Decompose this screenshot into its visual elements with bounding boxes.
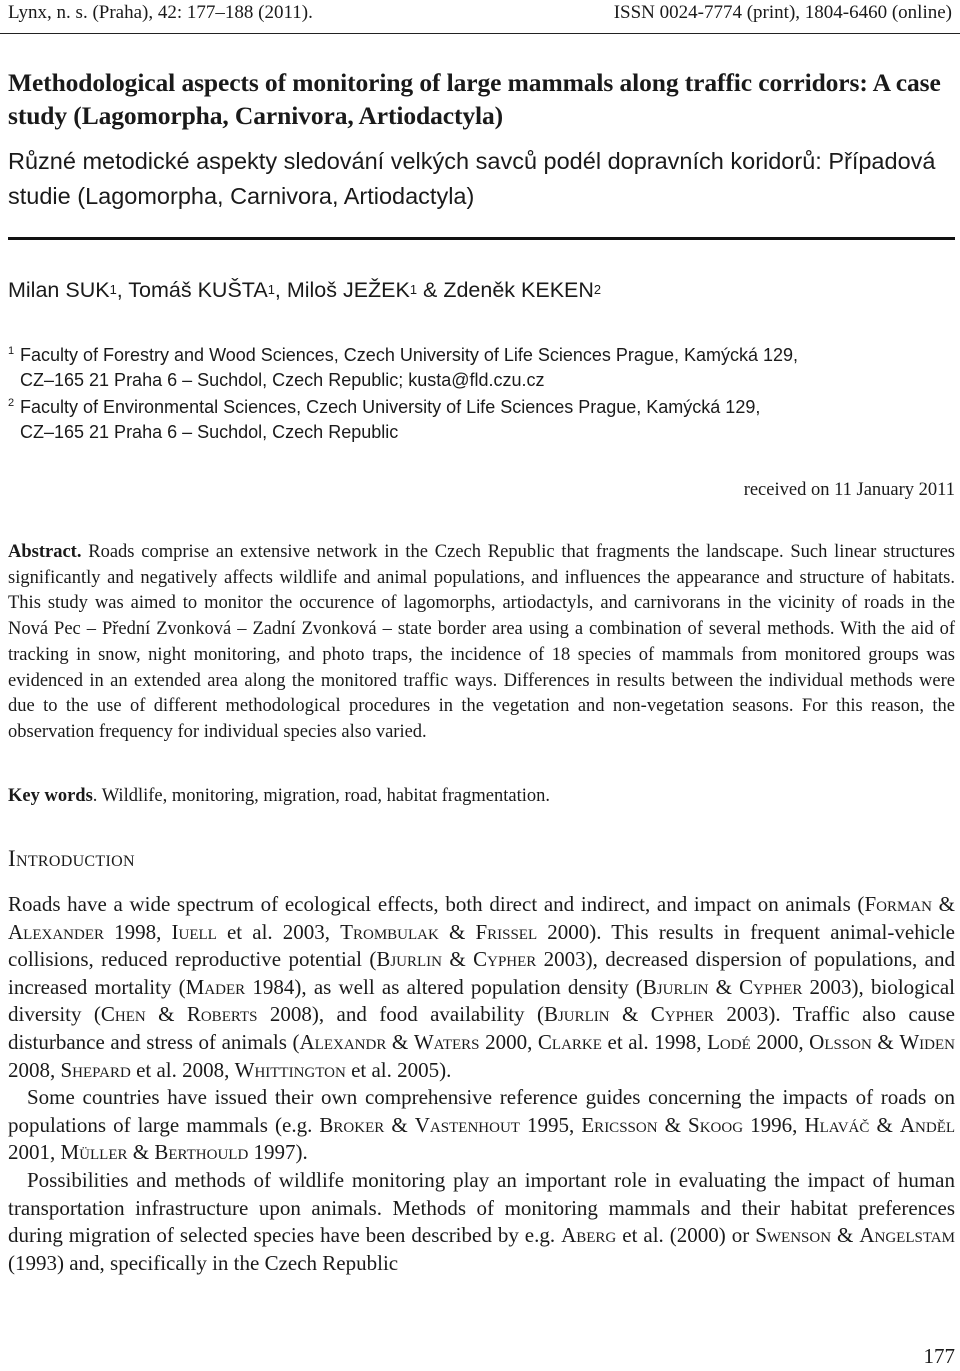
- received-date: received on 11 January 2011: [743, 480, 955, 500]
- paragraph-text: Roads have a wide spectrum of ecological effects, both direct and indirect, and impact on animals (: [8, 892, 865, 916]
- cited-author: Aberg: [561, 1223, 617, 1248]
- affiliation-line: Faculty of Forestry and Wood Sciences, Czech University of Life Sciences Prague, Kamýcká 129,: [20, 345, 799, 365]
- paragraph-text: &: [871, 1029, 900, 1054]
- author-affiliation-mark: 1: [409, 281, 418, 297]
- cited-author: Anděl: [899, 1112, 956, 1137]
- cited-author: Roberts: [186, 1002, 258, 1027]
- cited-author: Forman: [864, 892, 932, 916]
- cited-author: Bjurlin: [376, 947, 442, 972]
- header-rule: [0, 33, 960, 34]
- author-affiliation-mark: 1: [267, 281, 275, 297]
- paragraph-text: (1993) and, specifically in the Czech Republic: [8, 1250, 399, 1275]
- paragraph-text: &: [931, 892, 955, 916]
- title-rule: [8, 237, 955, 240]
- paragraph-text: 2003), biological diversity (: [8, 974, 955, 1027]
- paragraph-text: 2001,: [8, 1140, 61, 1165]
- cited-author: Ericsson: [581, 1112, 658, 1137]
- keywords-text: . Wildlife, monitoring, migration, road, habitat fragmentation.: [92, 786, 550, 806]
- cited-author: Lodé: [707, 1029, 751, 1054]
- cited-author: Alexander: [8, 919, 104, 944]
- cited-author: Müller: [60, 1140, 128, 1165]
- cited-author: Frissel: [475, 919, 538, 944]
- cited-author: Skoog: [688, 1112, 744, 1137]
- cited-author: Mader: [185, 974, 246, 999]
- running-header: [8, 2, 952, 30]
- paragraph-text: 2008,: [8, 1057, 61, 1082]
- cited-author: Bjurlin: [543, 1002, 610, 1027]
- author-affiliation-mark: 1: [109, 281, 117, 297]
- cited-author: Berthould: [154, 1140, 249, 1165]
- paragraph-text: et al. 1998,: [601, 1029, 708, 1054]
- author-separator: ,: [274, 278, 287, 302]
- cited-author: Cypher: [473, 947, 537, 972]
- cited-author: Broker: [319, 1112, 385, 1137]
- affiliation-line: CZ–165 21 Praha 6 – Suchdol, Czech Republic: [20, 421, 399, 442]
- title-english: Methodological aspects of monitoring of large mammals along traffic corridors: A case study (Lagomorpha, Carnivora, Artiodactyla): [8, 68, 941, 130]
- author-name: Tomáš KUŠTA: [128, 278, 268, 302]
- paragraph-text: et al. 2005).: [345, 1057, 452, 1082]
- affiliation: [8, 395, 950, 444]
- paragraph-text: &: [127, 1140, 155, 1165]
- author-list: [8, 278, 601, 303]
- author-name: Zdeněk KEKEN: [443, 278, 594, 302]
- cited-author: Hlaváč: [804, 1112, 870, 1137]
- introduction-paragraph: [8, 1167, 955, 1277]
- page-number: 177: [923, 1344, 955, 1368]
- paragraph-text: 1996,: [743, 1112, 805, 1137]
- author-affiliation-mark: 2: [593, 281, 602, 297]
- cited-author: Shepard: [60, 1057, 131, 1082]
- issn-line: ISSN 0024-7774 (print), 1804-6460 (online): [613, 2, 952, 23]
- paragraph-text: 1997).: [248, 1140, 308, 1165]
- paragraph-text: &: [384, 1112, 415, 1137]
- cited-author: Waters: [413, 1029, 480, 1054]
- affiliation-line: CZ–165 21 Praha 6 – Suchdol, Czech Republic; kusta@fld.czu.cz: [20, 369, 545, 390]
- cited-author: Iuell: [171, 919, 217, 944]
- keywords-label: Key words: [8, 786, 93, 806]
- paragraph-text: 2008), and food availability (: [257, 1002, 544, 1027]
- cited-author: Vastenhout: [414, 1112, 520, 1137]
- paragraph-text: 2003). Traffic also cause disturbance and stress of animals (: [8, 1002, 955, 1054]
- affiliation-number: 2: [8, 397, 15, 409]
- introduction-paragraph: [8, 1084, 955, 1167]
- cited-author: Bjurlin: [642, 974, 709, 999]
- paragraph-text: &: [708, 974, 740, 999]
- author-name: Milan SUK: [8, 278, 110, 302]
- paragraph-text: et al. 2008,: [130, 1057, 235, 1082]
- paragraph-text: 2000,: [479, 1029, 538, 1054]
- paragraph-text: 2003), decreased dispersion of populations, and increased mortality (: [8, 947, 955, 999]
- paragraph-text: et al. 2003,: [216, 919, 341, 944]
- paragraph-text: 1984), as well as altered population density (: [245, 974, 643, 999]
- cited-author: Swenson: [755, 1223, 832, 1248]
- cited-author: Angelstam: [859, 1223, 955, 1248]
- cited-author: Olsson: [809, 1029, 872, 1054]
- cited-author: Chen: [100, 1002, 146, 1027]
- paragraph-text: et al. (2000) or: [616, 1223, 756, 1248]
- paragraph-text: &: [831, 1223, 860, 1248]
- section-heading-introduction: Introduction: [8, 846, 135, 871]
- paragraph-text: &: [609, 1002, 651, 1027]
- affiliation-number: 1: [8, 345, 15, 357]
- affiliation-line: Faculty of Environmental Sciences, Czech University of Life Sciences Prague, Kamýcká 129,: [20, 397, 761, 417]
- paragraph-text: &: [442, 947, 474, 972]
- paragraph-text: &: [657, 1112, 689, 1137]
- paragraph-text: 1998,: [104, 919, 172, 944]
- author-separator: &: [417, 278, 444, 302]
- abstract-label: Abstract.: [8, 542, 82, 562]
- abstract: [8, 540, 955, 746]
- cited-author: Alexandr: [299, 1029, 387, 1054]
- paragraph-text: 2000,: [750, 1029, 810, 1054]
- paragraph-text: 1995,: [519, 1112, 582, 1137]
- affiliation: [8, 343, 950, 392]
- paragraph-text: &: [145, 1002, 187, 1027]
- introduction-paragraph: [8, 891, 955, 1084]
- paragraph-text: &: [438, 919, 476, 944]
- cited-author: Widen: [899, 1029, 955, 1054]
- author-name: Miloš JEŽEK: [286, 278, 410, 302]
- cited-author: Cypher: [650, 1002, 714, 1027]
- introduction-body: [8, 891, 955, 1277]
- cited-author: Whittington: [234, 1057, 346, 1082]
- cited-author: Clarke: [537, 1029, 602, 1054]
- author-separator: ,: [116, 278, 129, 302]
- cited-author: Cypher: [739, 974, 803, 999]
- paragraph-text: &: [386, 1029, 414, 1054]
- keywords: [8, 786, 955, 807]
- paragraph-text: Some countries have issued their own comprehensive reference guides concerning the impacts of roads on populations of large mammals (e.g.: [8, 1085, 955, 1137]
- abstract-text: Roads comprise an extensive network in the Czech Republic that fragments the landscape. Such linear structures significantly and negatively affects wildlife and animal populations, and influences the appearance and structure of habitats. This study was aimed to monitor the occurence of lagomorphs, artiodactyls, and carnivorans in the vicinity of roads in the Nová Pec – Přední Zvonková – Zadní Zvonková – state border area using a combination of several methods. With the aid of tracking in snow, night monitoring, and photo traps, the incidence of 18 species of mammals from monitored groups was evidenced in an extended area along the monitored traffic ways. Differences in results between the individual methods were due to the use of different methodological procedures in the vegetation and non-vegetation seasons. For this reason, the observation frequency for individual species also varied.: [8, 542, 955, 742]
- paragraph-text: 2000). This results in frequent animal-vehicle collisions, reduced reproductive potential (: [8, 919, 956, 972]
- paragraph-text: &: [869, 1112, 900, 1137]
- title-czech: Různé metodické aspekty sledování velkých savců podél dopravních koridorů: Případová studie (Lagomorpha, Carnivora, Artiodactyla): [8, 148, 936, 209]
- journal-citation: Lynx, n. s. (Praha), 42: 177–188 (2011).: [8, 2, 313, 23]
- paragraph-text: Possibilities and methods of wildlife monitoring play an important role in evaluating the impact of human transportation infrastructure upon animals. Methods of monitoring mammals and their habitat preferences during migration of selected species have been described by e.g.: [8, 1167, 955, 1248]
- cited-author: Trombulak: [340, 919, 439, 944]
